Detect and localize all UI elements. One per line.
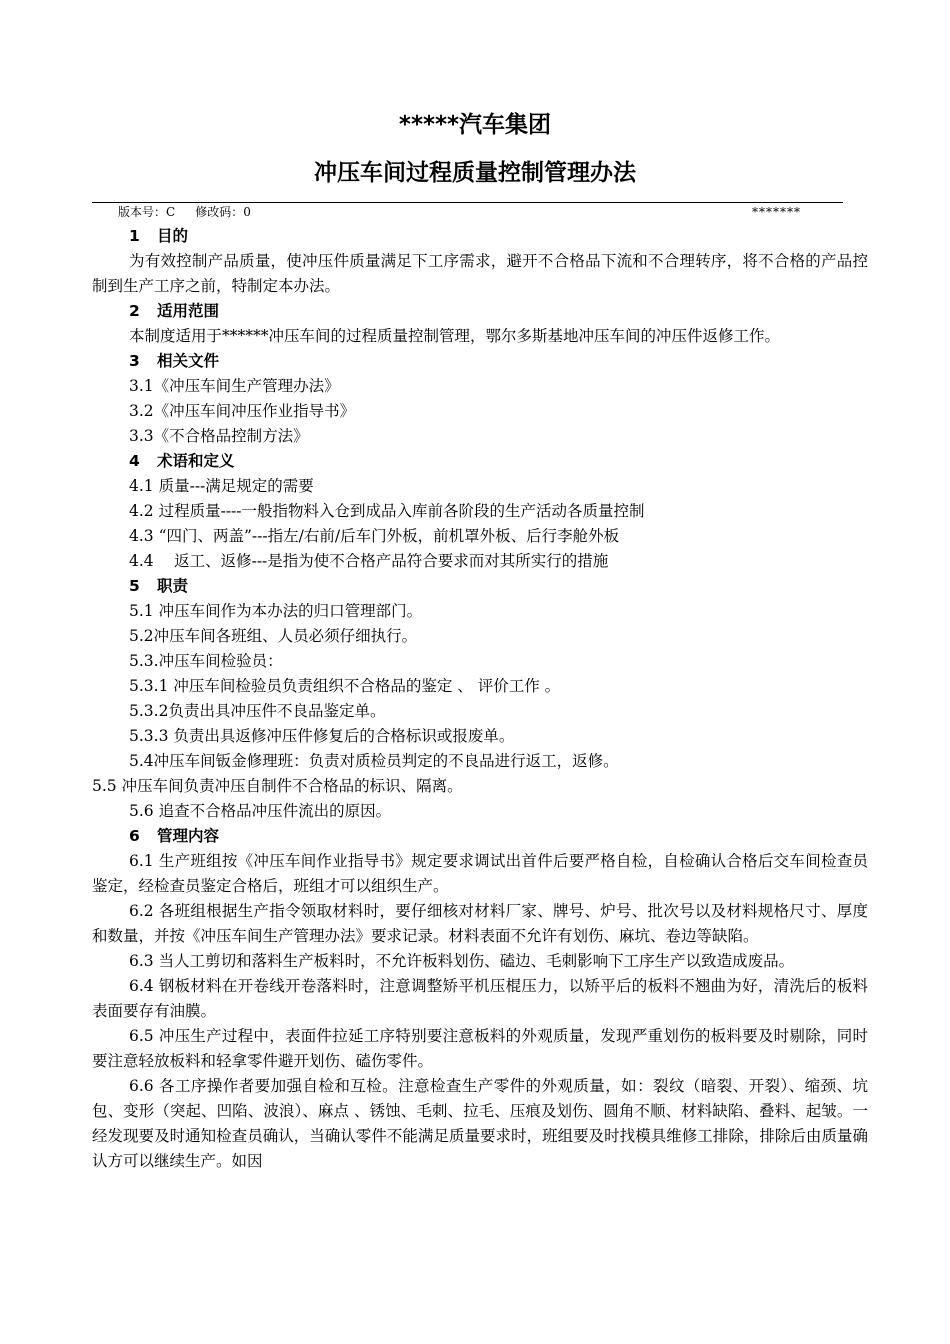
paragraph-6-2: 6.2 各班组根据生产指令领取材料时，要仔细核对材料厂家、牌号、炉号、批次号以及材料规格尺寸、厚度和数量，并按《冲压车间生产管理办法》要求记录。材料表面不允许有划伤、麻坑、卷边等缺陷。: [92, 902, 868, 945]
list-item: 3.1《冲压车间生产管理办法》: [129, 377, 340, 395]
list-item: 5.2冲压车间各班组、人员必须仔细执行。: [129, 627, 418, 645]
list-item: 5.5 冲压车间负责冲压自制件不合格品的标识、隔离。: [92, 777, 463, 795]
list-item: 5.4冲压车间钣金修理班：负责对质检员判定的不良品进行返工，返修。: [129, 752, 619, 770]
section-heading: 5 职责: [129, 577, 189, 595]
section-heading: 1 目的: [129, 227, 189, 245]
section-heading: 6 管理内容: [129, 827, 220, 845]
list-item: 3.3《不合格品控制方法》: [129, 427, 309, 445]
document-title: 冲压车间过程质量控制管理办法: [314, 160, 636, 186]
section-heading: 2 适用范围: [129, 302, 220, 320]
section-heading: 4 术语和定义: [129, 452, 235, 470]
paragraph-6-4: 6.4 钢板材料在开卷线开卷落料时，注意调整矫平机压棍压力，以矫平后的板料不翘曲为好，清洗后的板料表面要存有油膜。: [92, 977, 868, 1020]
paragraph-6-1: 6.1 生产班组按《冲压车间作业指导书》规定要求调试出首件后要严格自检，自检确认合格后交车间检查员鉴定，经检查员鉴定合格后，班组才可以组织生产。: [92, 852, 868, 895]
header-rule: [92, 202, 843, 203]
list-item: 4.2 过程质量----一般指物料入仓到成品入库前各阶段的生产活动各质量控制: [129, 502, 645, 520]
list-item: 5.3.2负责出具冲压件不良品鉴定单。: [129, 702, 386, 720]
list-item: 4.1 质量---满足规定的需要: [129, 477, 314, 495]
document-body: [92, 224, 868, 1174]
list-item: 5.3.3 负责出具返修冲压件修复后的合格标识或报废单。: [129, 727, 515, 745]
paragraph-purpose: 为有效控制产品质量，使冲压件质量满足下工序需求，避开不合格品下流和不合理转序，将不合格的产品控制到生产工序之前，特制定本办法。: [92, 252, 868, 295]
list-item: 5.1 冲压车间作为本办法的归口管理部门。: [129, 602, 423, 620]
section-heading: 3 相关文件: [129, 352, 220, 370]
revision-code: 修改码：0: [195, 205, 251, 219]
list-item: 3.2《冲压车间冲压作业指导书》: [129, 402, 356, 420]
company-name: *****汽车集团: [398, 112, 552, 138]
paragraph-6-3: 6.3 当人工剪切和落料生产板料时，不允许板料划伤、磕边、毛刺影响下工序生产以致造成废品。: [129, 952, 795, 970]
list-item: 4.4 返工、返修---是指为使不合格产品符合要求而对其所实行的措施: [129, 552, 609, 570]
version-number: 版本号：C: [118, 205, 176, 219]
list-item: 5.3.1 冲压车间检验员负责组织不合格品的鉴定 、 评价工作 。: [129, 677, 561, 695]
paragraph-scope: 本制度适用于******冲压车间的过程质量控制管理，鄂尔多斯基地冲压车间的冲压件返修工作。: [129, 327, 781, 345]
document-code: *******: [752, 205, 801, 219]
list-item: 5.3.冲压车间检验员：: [129, 652, 283, 670]
version-info: [118, 204, 271, 220]
paragraph-6-6: 6.6 各工序操作者要加强自检和互检。注意检查生产零件的外观质量，如：裂纹（暗裂、开裂）、缩颈、坑包、变形（突起、凹陷、波浪）、麻点 、锈蚀、毛刺、拉毛、压痕及划伤、圆角不顺、材料缺陷、叠料、起皱。一经发现要及时通知检查员确认，当确认零件不能满足质量要求时，班组要及时找模具维修工排除，排除后由质量确认方可以继续生产。如因: [92, 1077, 868, 1170]
paragraph-6-5: 6.5 冲压生产过程中，表面件拉延工序特别要注意板料的外观质量，发现严重划伤的板料要及时剔除，同时要注意轻放板料和轻拿零件避开划伤、磕伤零件。: [92, 1027, 868, 1070]
list-item: 5.6 追查不合格品冲压件流出的原因。: [129, 802, 392, 820]
list-item: 4.3 “四门、两盖”---指左/右前/后车门外板，前机罩外板、后行李舱外板: [129, 527, 620, 545]
